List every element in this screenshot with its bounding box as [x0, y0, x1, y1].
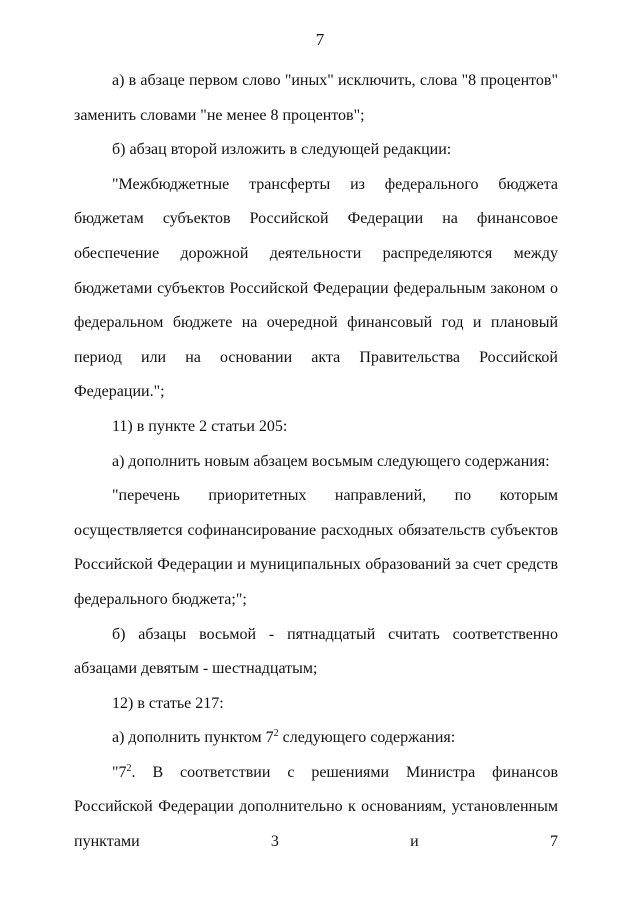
- paragraph-item-11: 11) в пункте 2 статьи 205:: [112, 417, 288, 435]
- paragraph-quoted-priorities: "перечень приоритетных направлений, по которым осуществляется софинансирование расходных обязательств субъектов Российской Федерации и муниципальных образований за счет средств федерального бюджета;";: [74, 487, 558, 608]
- paragraph-item-11-b: б) абзацы восьмой - пятнадцатый считать соответственно абзацами девятым - шестнадцатым;: [74, 625, 558, 678]
- superscript: 2: [126, 762, 132, 774]
- text-fragment: следующего содержания:: [278, 729, 456, 747]
- text-fragment: а) дополнить пунктом 7: [112, 729, 274, 747]
- page-number: 7: [315, 30, 325, 49]
- text-fragment: "7: [112, 763, 127, 781]
- text-fragment: . В соответствии с решениями Министра финансов Российской Федерации дополнительно к основаниям, установленным пунктами 3 и 7: [74, 763, 558, 851]
- paragraph-quoted-transfers: "Межбюджетные трансферты из федерального бюджета бюджетам субъектов Российской Федерации на финансовое обеспечение дорожной деятельности распределяются между бюджетами субъектов Российской Федерации федеральным законом о федеральном бюджете на очередной финансовый год и плановый период или на основании акта Правительства Российской Федерации.";: [74, 175, 558, 401]
- paragraph-amendment-b: б) абзац второй изложить в следующей редакции:: [112, 141, 452, 159]
- document-body: [74, 64, 558, 860]
- paragraph-quoted-point-7-2: [74, 756, 558, 860]
- paragraph-item-11-a: а) дополнить новым абзацем восьмым следующего содержания:: [112, 452, 550, 470]
- paragraph-amendment-a: а) в абзаце первом слово "иных" исключить, слова "8 процентов" заменить словами "не менее 8 процентов";: [74, 72, 558, 124]
- paragraph-item-12-a: [74, 721, 558, 756]
- superscript: 2: [273, 728, 279, 740]
- paragraph-item-12: 12) в статье 217:: [112, 694, 224, 712]
